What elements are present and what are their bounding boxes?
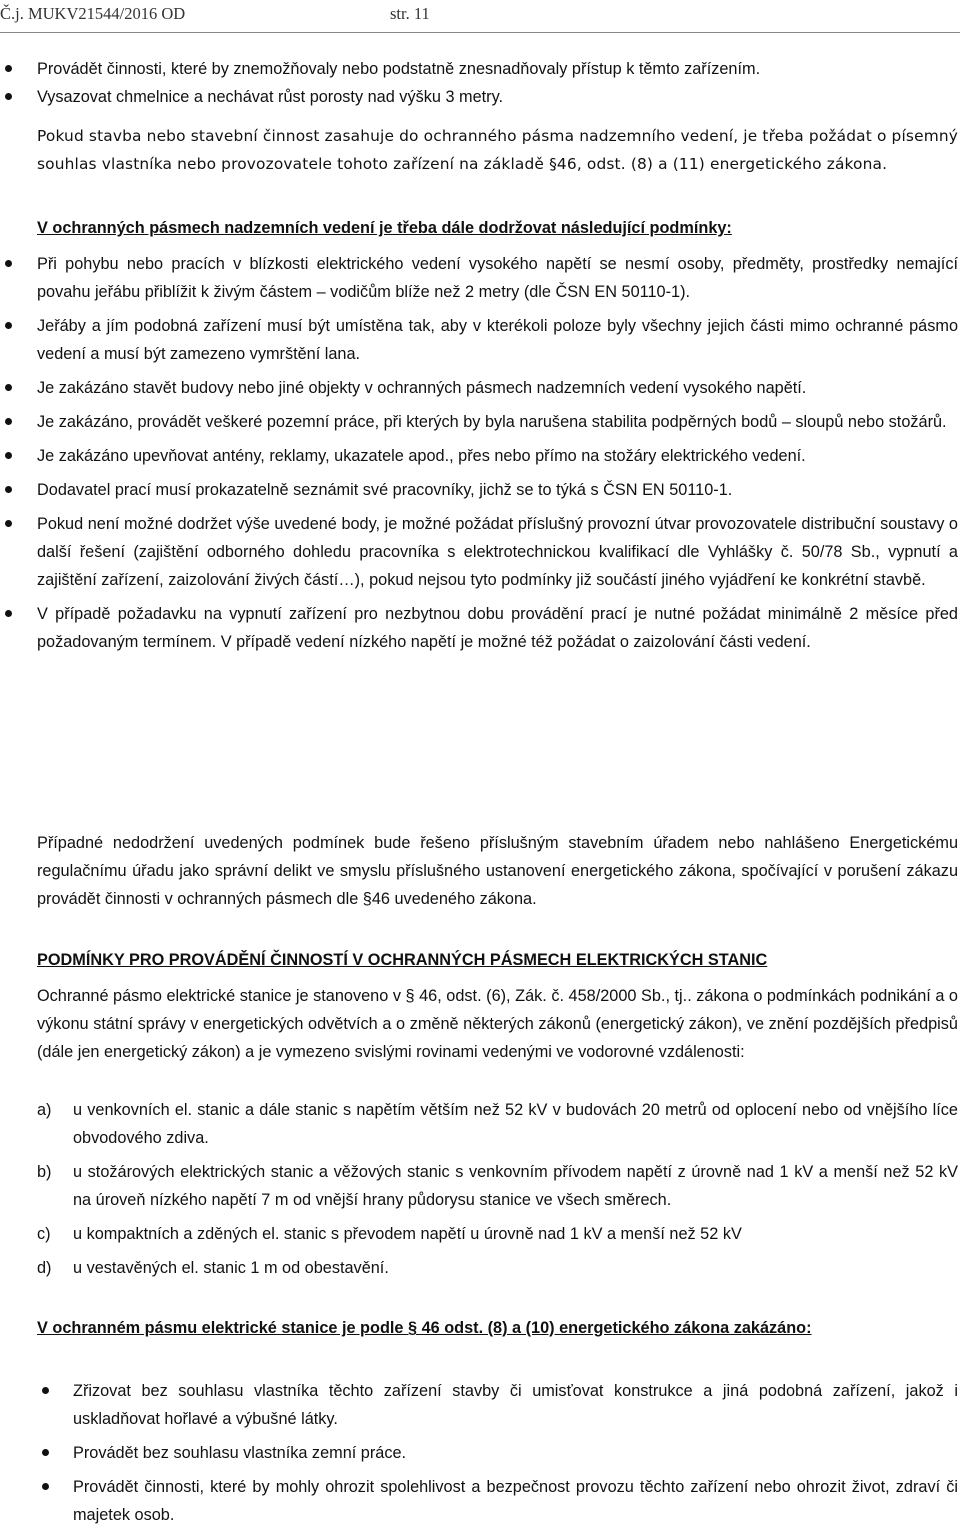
distance-list	[0, 1096, 960, 1282]
list-item-text: Jeřáby a jím podobná zařízení musí být umístěna tak, aby v kterékoli poloze byly všechny jejich části mimo ochranné pásmo vedení a musí být zamezeno vymrštění lana.	[37, 317, 958, 363]
list-item-text: Pokud není možné dodržet výše uvedené body, je možné požádat příslušný provozní útvar provozovatele distribuční soustavy o další řešení (zajištění odborného dohledu pracovníka s elektrotechnickou kvalifikací dle Vyhlášky č. 50/78 Sb., vypnutí a zajištění zařízení, zaizolování živých částí…), pokud nejsou tyto podmínky již součástí jiného vyjádření ke konkrétní stavbě.	[37, 515, 958, 589]
list-item-label: a)	[37, 1101, 52, 1119]
paragraph-consent: Pokud stavba nebo stavební činnost zasahuje do ochranného pásma nadzemního vedení, je třeba požádat o písemný souhlas vlastníka nebo provozovatele tohoto zařízení na základě §46, odst. (8) a (11) energetického zákona.	[37, 127, 958, 173]
list-item-label: d)	[37, 1259, 52, 1277]
section-heading-conditions	[0, 214, 960, 242]
bullet-icon	[5, 418, 12, 425]
list-item	[0, 374, 960, 402]
document-reference: Č.j. MUKV21544/2016 OD	[0, 4, 186, 23]
bullet-icon	[5, 93, 12, 100]
paragraph-protection-zone: Ochranné pásmo elektrické stanice je stanoveno v § 46, odst. (6), Zák. č. 458/2000 Sb., tj.. zákona o podmínkách podnikání a o výkonu státní správy v energetických odvětvích a o změně některých zákonů (energetický zákon), ve znění pozdějších předpisů (dále jen energetický zákon) a je vymezeno svislými rovinami vedenými ve vodorovné vzdálenosti:	[37, 987, 958, 1061]
section-heading-stations	[0, 946, 960, 974]
list-item	[0, 1439, 960, 1467]
heading-text: V ochranném pásmu elektrické stanice je podle § 46 odst. (8) a (10) energetického zákona zakázáno:	[37, 1319, 812, 1337]
bullet-icon	[5, 384, 12, 391]
list-item	[0, 442, 960, 470]
list-item-text: Je zakázáno, provádět veškeré pozemní práce, při kterých by byla narušena stabilita podpěrných bodů – sloupů nebo stožárů.	[37, 413, 947, 431]
list-item	[0, 1220, 960, 1248]
list-item	[0, 55, 960, 83]
bullet-icon	[5, 452, 12, 459]
list-item-text: Dodavatel prací musí prokazatelně seznámit své pracovníky, jichž se to týká s ČSN EN 50110-1.	[37, 481, 733, 499]
bullet-icon	[42, 1387, 49, 1394]
list-item	[0, 600, 960, 656]
paragraph-violations: Případné nedodržení uvedených podmínek bude řešeno příslušným stavebním úřadem nebo nahlášeno Energetickému regulačnímu úřadu jako správní delikt ve smyslu příslušného ustanovení energetického zákona, spočívající v porušení zákazu provádět činnosti v ochranných pásmech dle §46 uvedeného zákona.	[37, 834, 958, 908]
list-item-text: Je zakázáno stavět budovy nebo jiné objekty v ochranných pásmech nadzemních vedení vysokého napětí.	[37, 379, 807, 397]
list-item	[0, 1473, 960, 1529]
list-item-text: Provádět činnosti, které by znemožňovaly nebo podstatně znesnadňovaly přístup k těmto zařízením.	[37, 60, 761, 78]
list-item	[0, 408, 960, 436]
list-item-text: u vestavěných el. stanic 1 m od obestavění.	[73, 1259, 389, 1277]
bullet-icon	[5, 65, 12, 72]
list-item	[0, 1096, 960, 1152]
bullet-icon	[5, 260, 12, 267]
bullet-icon	[5, 322, 12, 329]
list-item	[0, 250, 960, 306]
list-item-text: Je zakázáno upevňovat antény, reklamy, ukazatele apod., přes nebo přímo na stožáry elektrického vedení.	[37, 447, 806, 465]
list-item-text: u venkovních el. stanic a dále stanic s napětím větším než 52 kV v budovách 20 metrů od oplocení nebo od vnějšího líce obvodového zdiva.	[73, 1101, 958, 1147]
list-item	[0, 83, 960, 111]
bullet-icon	[5, 520, 12, 527]
bullet-icon	[5, 486, 12, 493]
list-item	[0, 312, 960, 368]
bullet-icon	[42, 1449, 49, 1456]
list-item-text: Při pohybu nebo pracích v blízkosti elektrického vedení vysokého napětí se nesmí osoby, předměty, prostředky nemající povahu jeřábu přiblížit k živým částem – vodičům blíže než 2 metry (dle ČSN EN 50110-1).	[37, 255, 958, 301]
list-item-text: u stožárových elektrických stanic a věžových stanic s venkovním přívodem napětí z úrovně nad 1 kV a menší než 52 kV na úroveň nízkého napětí 7 m od vnější hrany půdorysu stanice ve všech směrech.	[73, 1163, 958, 1209]
intro-bullet-list	[0, 55, 960, 111]
list-item-text: Provádět bez souhlasu vlastníka zemní práce.	[73, 1444, 407, 1462]
list-item	[0, 476, 960, 504]
list-item-text: V případě požadavku na vypnutí zařízení pro nezbytnou dobu provádění prací je nutné požádat minimálně 2 měsíce před požadovaným termínem. V případě vedení nízkého napětí je možné též požádat o zaizolování části vedení.	[37, 605, 958, 651]
conditions-list	[0, 250, 960, 656]
list-item	[0, 510, 960, 594]
heading-text: PODMÍNKY PRO PROVÁDĚNÍ ČINNOSTÍ V OCHRANNÝCH PÁSMECH ELEKTRICKÝCH STANIC	[37, 951, 768, 969]
list-item-text: u kompaktních a zděných el. stanic s převodem napětí u úrovně nad 1 kV a menší než 52 kV	[73, 1225, 742, 1243]
list-item-text: Provádět činnosti, které by mohly ohrozit spolehlivost a bezpečnost provozu těchto zařízení nebo ohrozit život, zdraví či majetek osob.	[73, 1478, 958, 1524]
prohibition-list	[0, 1377, 960, 1529]
bullet-icon	[5, 610, 12, 617]
list-item-label: b)	[37, 1163, 52, 1181]
list-item	[0, 1377, 960, 1433]
list-item-text: Vysazovat chmelnice a nechávat růst porosty nad výšku 3 metry.	[37, 88, 504, 106]
section-heading-prohibited	[0, 1314, 960, 1342]
heading-text: V ochranných pásmech nadzemních vedení je třeba dále dodržovat následující podmínky:	[37, 219, 732, 237]
list-item-text: Zřizovat bez souhlasu vlastníka těchto zařízení stavby či umisťovat konstrukce a jiná podobná zařízení, jakož i uskladňovat hořlavé a výbušné látky.	[73, 1382, 958, 1428]
bullet-icon	[42, 1483, 49, 1490]
header-divider	[0, 32, 960, 33]
list-item-label: c)	[37, 1225, 51, 1243]
page-number: str. 11	[390, 4, 430, 23]
list-item	[0, 1158, 960, 1214]
list-item	[0, 1254, 960, 1282]
